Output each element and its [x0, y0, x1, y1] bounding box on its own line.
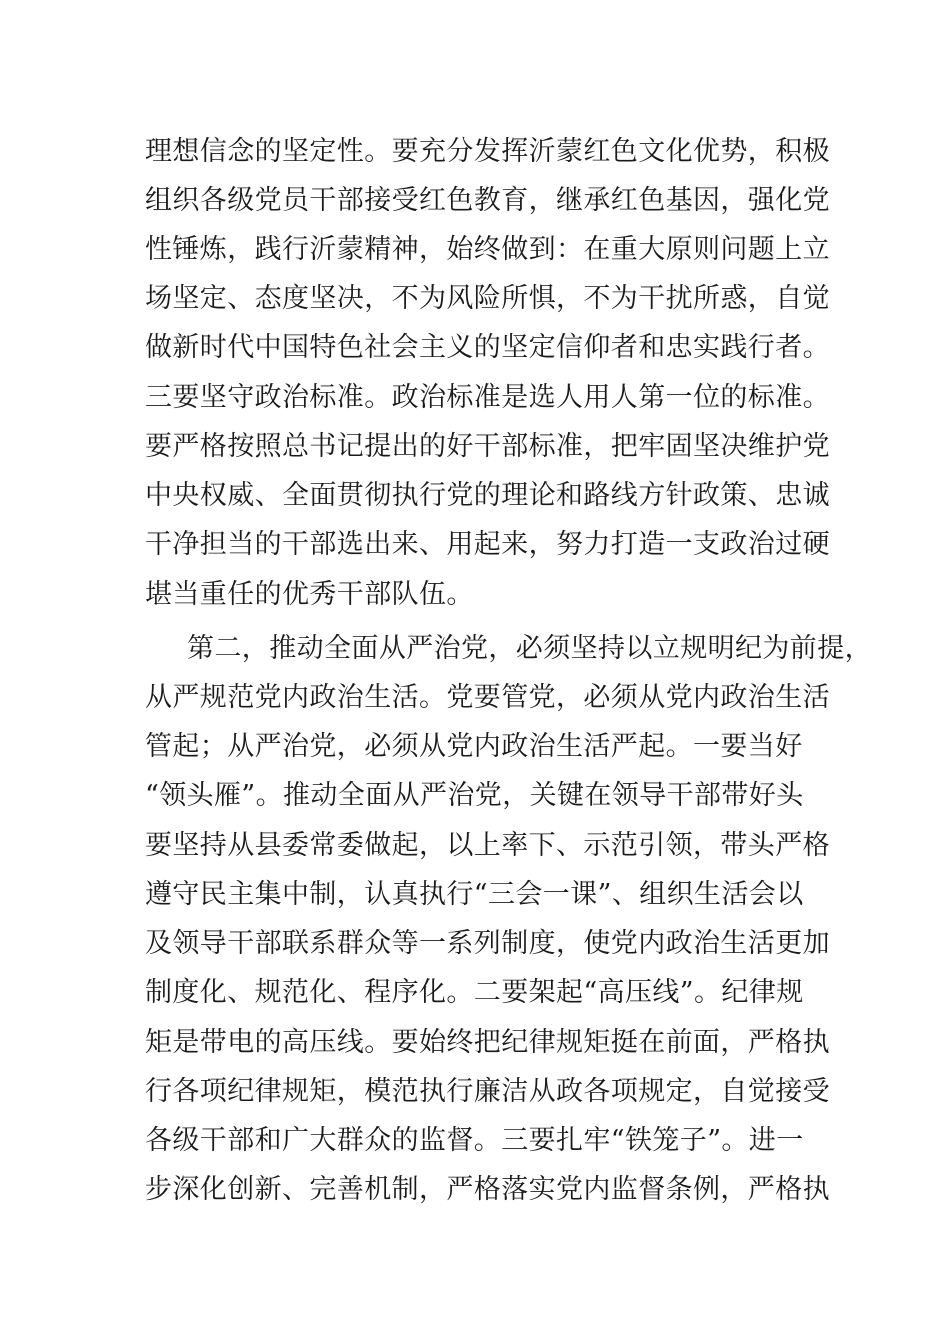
text-line-21: 各级干部和广大群众的监督。三要扎牢“铁笼子”。进一: [145, 1125, 804, 1156]
paragraph-start-line: 第二，推动全面从严治党，必须坚持以立规明纪为前提，: [187, 633, 872, 664]
text-line-12: 从严规范党内政治生活。党要管党，必须从党内政治生活: [145, 682, 830, 713]
text-line-9: 干净担当的干部选出来、用起来，努力打造一支政治过硬: [145, 529, 830, 560]
text-line-19: 矩是带电的高压线。要始终把纪律规矩挺在前面，严格执: [145, 1027, 830, 1058]
text-line-6: 三要坚守政治标准。政治标准是选人用人第一位的标准。: [145, 382, 830, 413]
text-line-22: 步深化创新、完善机制，严格落实党内监督条例，严格执: [145, 1174, 830, 1205]
text-line-20: 行各项纪律规矩，模范执行廉洁从政各项规定，自觉接受: [145, 1076, 830, 1107]
text-line-4: 场坚定、态度坚决，不为风险所惧，不为干扰所惑，自觉: [145, 283, 830, 314]
text-line-7: 要严格按照总书记提出的好干部标准，把牢固坚决维护党: [145, 431, 830, 462]
text-line-2: 组织各级党员干部接受红色教育，继承红色基因，强化党: [145, 185, 830, 216]
text-line-8: 中央权威、全面贯彻执行党的理论和路线方针政策、忠诚: [145, 480, 830, 511]
text-line-10: 堪当重任的优秀干部队伍。: [145, 579, 474, 610]
text-line-14: “领头雁”。推动全面从严治党，关键在领导干部带好头: [145, 780, 804, 811]
text-line-17: 及领导干部联系群众等一系列制度，使党内政治生活更加: [145, 928, 830, 959]
text-line-1: 理想信念的坚定性。要充分发挥沂蒙红色文化优势，积极: [145, 136, 830, 167]
text-line-16: 遵守民主集中制，认真执行“三会一课”、组织生活会以: [145, 879, 804, 910]
text-line-3: 性锤炼，践行沂蒙精神，始终做到：在重大原则问题上立: [145, 234, 830, 265]
text-line-13: 管起；从严治党，必须从党内政治生活严起。一要当好: [145, 731, 803, 762]
text-line-15: 要坚持从县委常委做起，以上率下、示范引领，带头严格: [145, 830, 830, 861]
text-line-18: 制度化、规范化、程序化。二要架起“高压线”。纪律规: [145, 977, 804, 1008]
text-line-5: 做新时代中国特色社会主义的坚定信仰者和忠实践行者。: [145, 332, 830, 363]
